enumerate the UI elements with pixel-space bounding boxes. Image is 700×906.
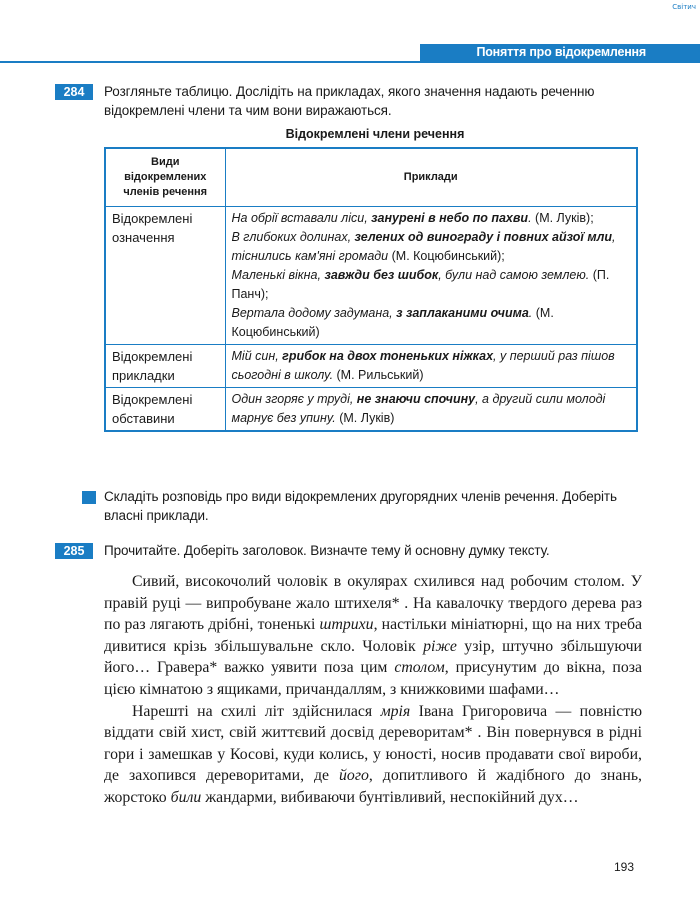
table-row — [105, 387, 637, 431]
example-text: Мій син, — [231, 348, 283, 363]
task-285-instruction: Прочитайте. Доберіть заголовок. Визначте тему й основну думку тексту. — [104, 543, 550, 558]
text-run: жандарми, вибиваючи бунтівливий, неспокійний дух… — [201, 788, 579, 806]
example-author: (М. Коцюбинський) — [231, 305, 554, 339]
page-number: 193 — [614, 860, 635, 874]
examples-cell — [225, 344, 637, 387]
col-examples-header: Приклади — [225, 148, 637, 206]
member-type-cell: Відокремлені означення — [105, 206, 225, 344]
header-tab — [652, 44, 700, 63]
member-type-cell: Відокремлені прикладки — [105, 344, 225, 387]
paragraph-1 — [104, 571, 642, 701]
example-author: (М. Рильський) — [333, 367, 424, 382]
emphasized-word: били — [170, 788, 202, 806]
task-284-instruction: Розгляньте таблицю. Дослідіть на прикладах, якого значення надають реченню відокремлені члени та чим вони виражаються. — [104, 84, 595, 118]
example-sentence — [232, 304, 631, 342]
paragraph-2 — [104, 701, 642, 809]
table-header-row — [105, 148, 637, 206]
header-rule — [0, 61, 700, 63]
example-sentence — [232, 347, 631, 385]
example-text: На обрії вставали ліси, — [231, 210, 372, 225]
separated-member: грибок на двох тоненьких ніжках — [282, 348, 494, 363]
emphasized-word: мрія — [380, 702, 411, 720]
text-run: узір, штучно збільшуючи його… Гравера* важко уявити поза цим — [104, 637, 642, 677]
separated-member: з заплаканими очима — [396, 305, 529, 320]
examples-cell — [225, 206, 637, 344]
col-type-header: Види відокремлених членів речення — [105, 148, 225, 206]
example-text: Один згоряє у труді, — [231, 391, 357, 406]
emphasized-word: столом — [394, 659, 445, 677]
separated-members-table — [104, 147, 638, 432]
example-text: Маленькі вікна, — [231, 267, 325, 282]
task-square-icon — [82, 491, 96, 504]
table-row — [105, 344, 637, 387]
separated-member: занурені в небо по пахви — [371, 210, 529, 225]
separated-member: завжди без шибок — [324, 267, 439, 282]
separated-member: зелених од винограду і повних айзої мли — [354, 229, 613, 244]
text-run: Сивий, високочолий чоловік в окулярах схилився над робочим столом. У правій руці — випробуване жало штихеля* . На кавалочку твердого дерева раз по раз лягають дрібні, тоненькі — [104, 573, 642, 634]
section-title: Поняття про відокремлення — [420, 44, 652, 61]
example-text: , були над самою землею. — [438, 267, 590, 282]
text-run: Нарешті на схилі літ здійснилася — [132, 702, 381, 720]
example-sentence — [232, 266, 631, 304]
table-row — [105, 206, 637, 344]
example-sentence — [232, 390, 631, 428]
table-title: Відокремлені члени речення — [285, 127, 465, 141]
exercise-number-284: 284 — [55, 84, 93, 100]
example-text: , тіснились кам'яні громади — [231, 229, 616, 263]
example-text: . — [528, 210, 532, 225]
example-text: В глибоких долинах, — [231, 229, 355, 244]
example-text: . — [528, 305, 533, 320]
example-text: Вертала додому задумана, — [231, 305, 397, 320]
example-author: (П. Панч); — [231, 267, 610, 301]
text-run: Івана Григоровича — повністю віддати свій хист, свій життєвий досвід дереворитам* . Він повернувся в рідні гори і замешкав у Косові, куди колись, у юності, носив продавати свої вироби, де захопився дереворитами, де — [104, 702, 642, 785]
text-run: , допитливого й жадібного до знань, жорстоко — [104, 767, 642, 806]
emphasized-word: його — [339, 767, 369, 785]
member-type-cell: Відокремлені обставини — [105, 387, 225, 431]
text-run: , настільки мініатюрні, що на них треба дивитися крізь збільшувальне скло. Чоловік — [104, 616, 642, 655]
separated-member: не знаючи спочину — [356, 391, 476, 406]
example-sentence — [232, 228, 631, 266]
example-sentence — [232, 209, 631, 228]
example-text: , у перший раз пішов сьогодні в школу. — [231, 348, 615, 382]
example-author: (М. Луків) — [335, 410, 395, 425]
example-text: , а другий сили молоді марнує без упину. — [231, 391, 606, 425]
publisher-logo: Світич — [672, 3, 696, 11]
emphasized-word: ріже — [423, 637, 457, 655]
emphasized-word: штрихи — [319, 616, 374, 634]
example-author: (М. Коцюбинський); — [388, 248, 505, 263]
examples-cell — [225, 387, 637, 431]
example-author: (М. Луків); — [531, 210, 594, 225]
reading-text — [104, 571, 642, 809]
bullet-task: Складіть розповідь про види відокремлених другорядних членів речення. Доберіть власні приклади. — [104, 489, 617, 523]
text-run: , присунутим до вікна, поза цією кімнатою з ящиками, причандаллям, з книжковими шафами… — [104, 659, 642, 698]
exercise-number-285: 285 — [55, 543, 93, 559]
